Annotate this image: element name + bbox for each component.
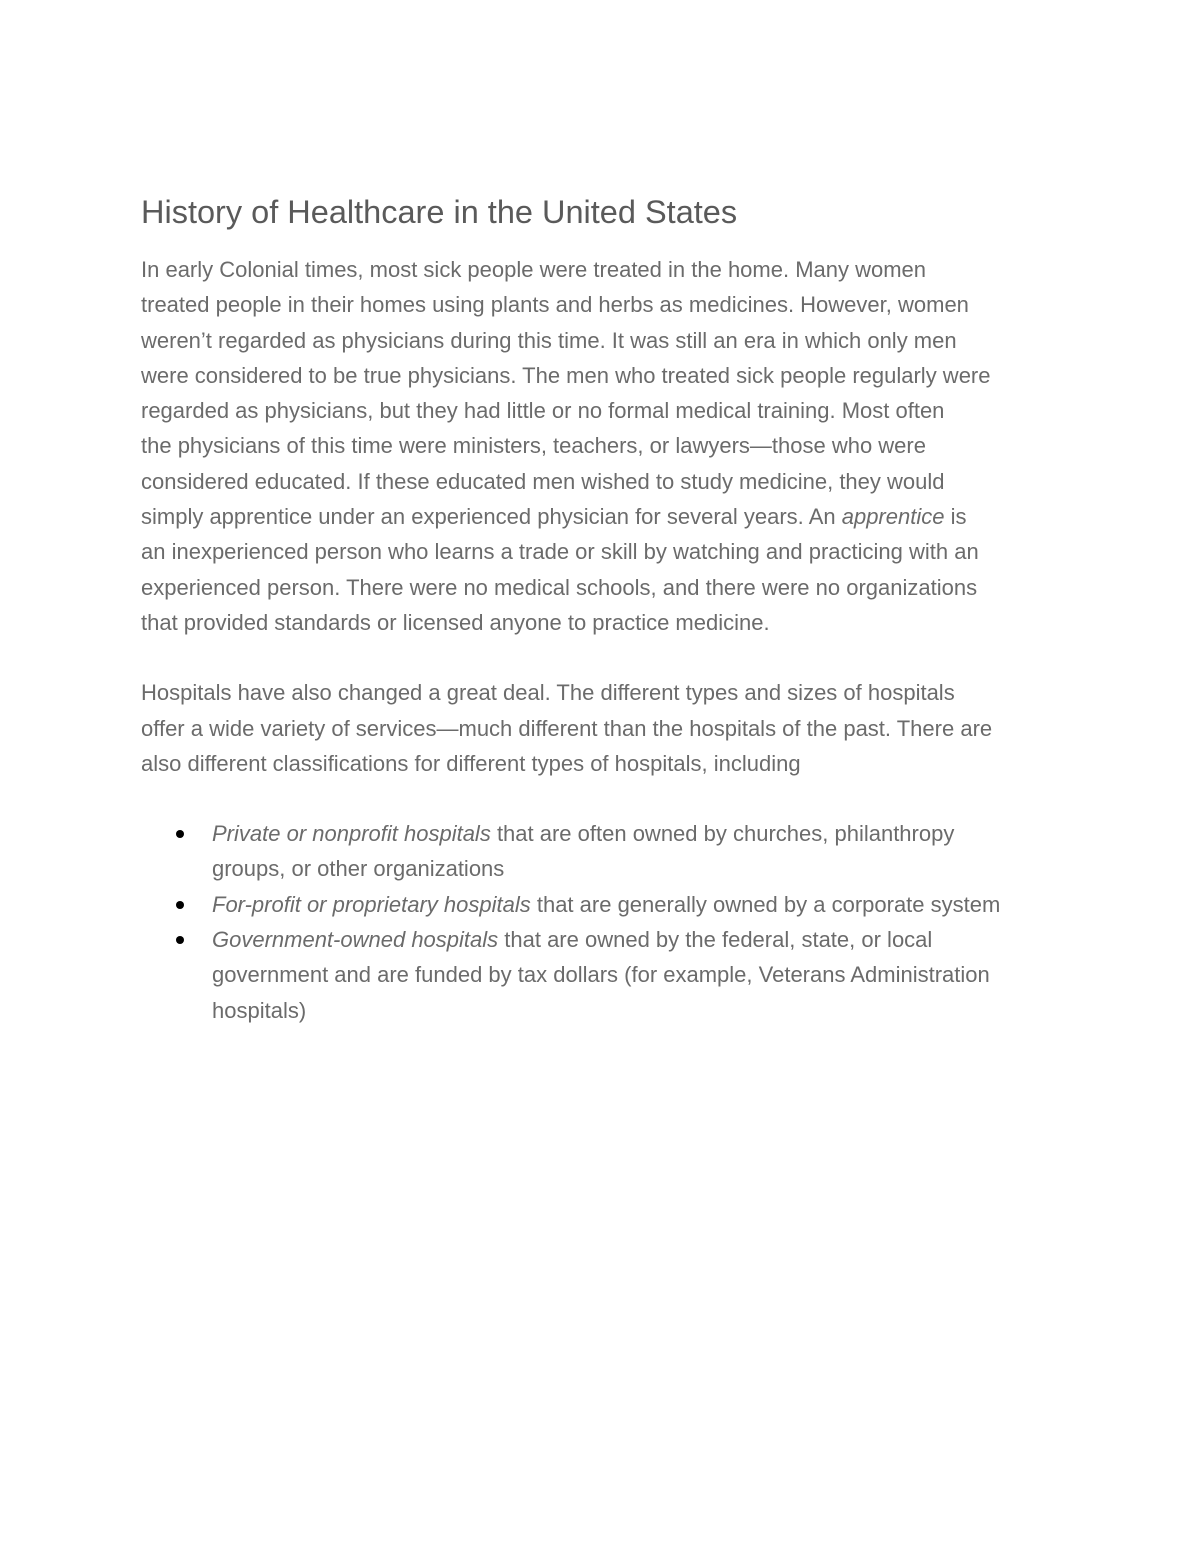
text-run: that are owned by the federal, state, or local	[498, 927, 933, 953]
paragraph-line: Hospitals have also changed a great deal. The different types and sizes of hospitals	[141, 680, 955, 706]
term-apprentice: apprentice	[841, 504, 945, 530]
list-item-for-profit-hospitals	[141, 887, 1066, 922]
paragraph-line: considered educated. If these educated men wished to study medicine, they would	[141, 468, 945, 494]
text-run: simply apprentice under an experienced physician for several years. An	[141, 504, 842, 530]
paragraph-line: offer a wide variety of services—much different than the hospitals of the past. There are	[141, 715, 993, 741]
term-government-hospitals: Government-owned hospitals	[212, 927, 499, 953]
list-item-line: government and are funded by tax dollars (for example, Veterans Administration	[212, 962, 990, 988]
bullet-icon	[176, 936, 184, 944]
list-item-line	[212, 816, 1066, 851]
paragraph-line: an inexperienced person who learns a trade or skill by watching and practicing with an	[141, 539, 979, 565]
paragraph-line: treated people in their homes using plants and herbs as medicines. However, women	[141, 292, 969, 318]
paragraph-line: that provided standards or licensed anyone to practice medicine.	[141, 609, 770, 635]
paragraph-line	[141, 499, 1066, 534]
text-run: that are generally owned by a corporate system	[530, 891, 1001, 917]
document-title: History of Healthcare in the United States	[141, 194, 738, 230]
list-item-line	[212, 922, 1066, 957]
list-item-private-hospitals	[141, 816, 1066, 887]
paragraph-colonial-times	[141, 252, 1066, 640]
text-run: is	[944, 504, 967, 530]
bullet-icon	[176, 901, 184, 909]
hospital-types-list	[141, 816, 1066, 1028]
list-item-government-hospitals	[141, 922, 1066, 1028]
term-for-profit-hospitals: For-profit or proprietary hospitals	[212, 891, 531, 917]
list-item-line	[212, 887, 1066, 922]
paragraph-line: also different classifications for different types of hospitals, including	[141, 750, 801, 776]
paragraph-spacer	[141, 640, 1066, 675]
paragraph-spacer	[141, 781, 1066, 816]
paragraph-line: In early Colonial times, most sick people were treated in the home. Many women	[141, 257, 927, 282]
list-item-line: hospitals)	[212, 997, 307, 1023]
text-run: that are often owned by churches, philanthropy	[490, 821, 955, 847]
paragraph-line: the physicians of this time were ministers, teachers, or lawyers—those who were	[141, 433, 926, 459]
term-private-hospitals: Private or nonprofit hospitals	[212, 821, 491, 847]
paragraph-line: experienced person. There were no medical schools, and there were no organizations	[141, 574, 978, 600]
document-page	[141, 190, 1066, 1028]
paragraph-line: regarded as physicians, but they had little or no formal medical training. Most often	[141, 398, 945, 424]
paragraph-line: weren’t regarded as physicians during this time. It was still an era in which only men	[141, 327, 957, 353]
paragraph-hospitals	[141, 675, 1066, 781]
list-item-line: groups, or other organizations	[212, 856, 505, 882]
paragraph-line: were considered to be true physicians. The men who treated sick people regularly were	[141, 362, 991, 388]
bullet-icon	[176, 830, 184, 838]
